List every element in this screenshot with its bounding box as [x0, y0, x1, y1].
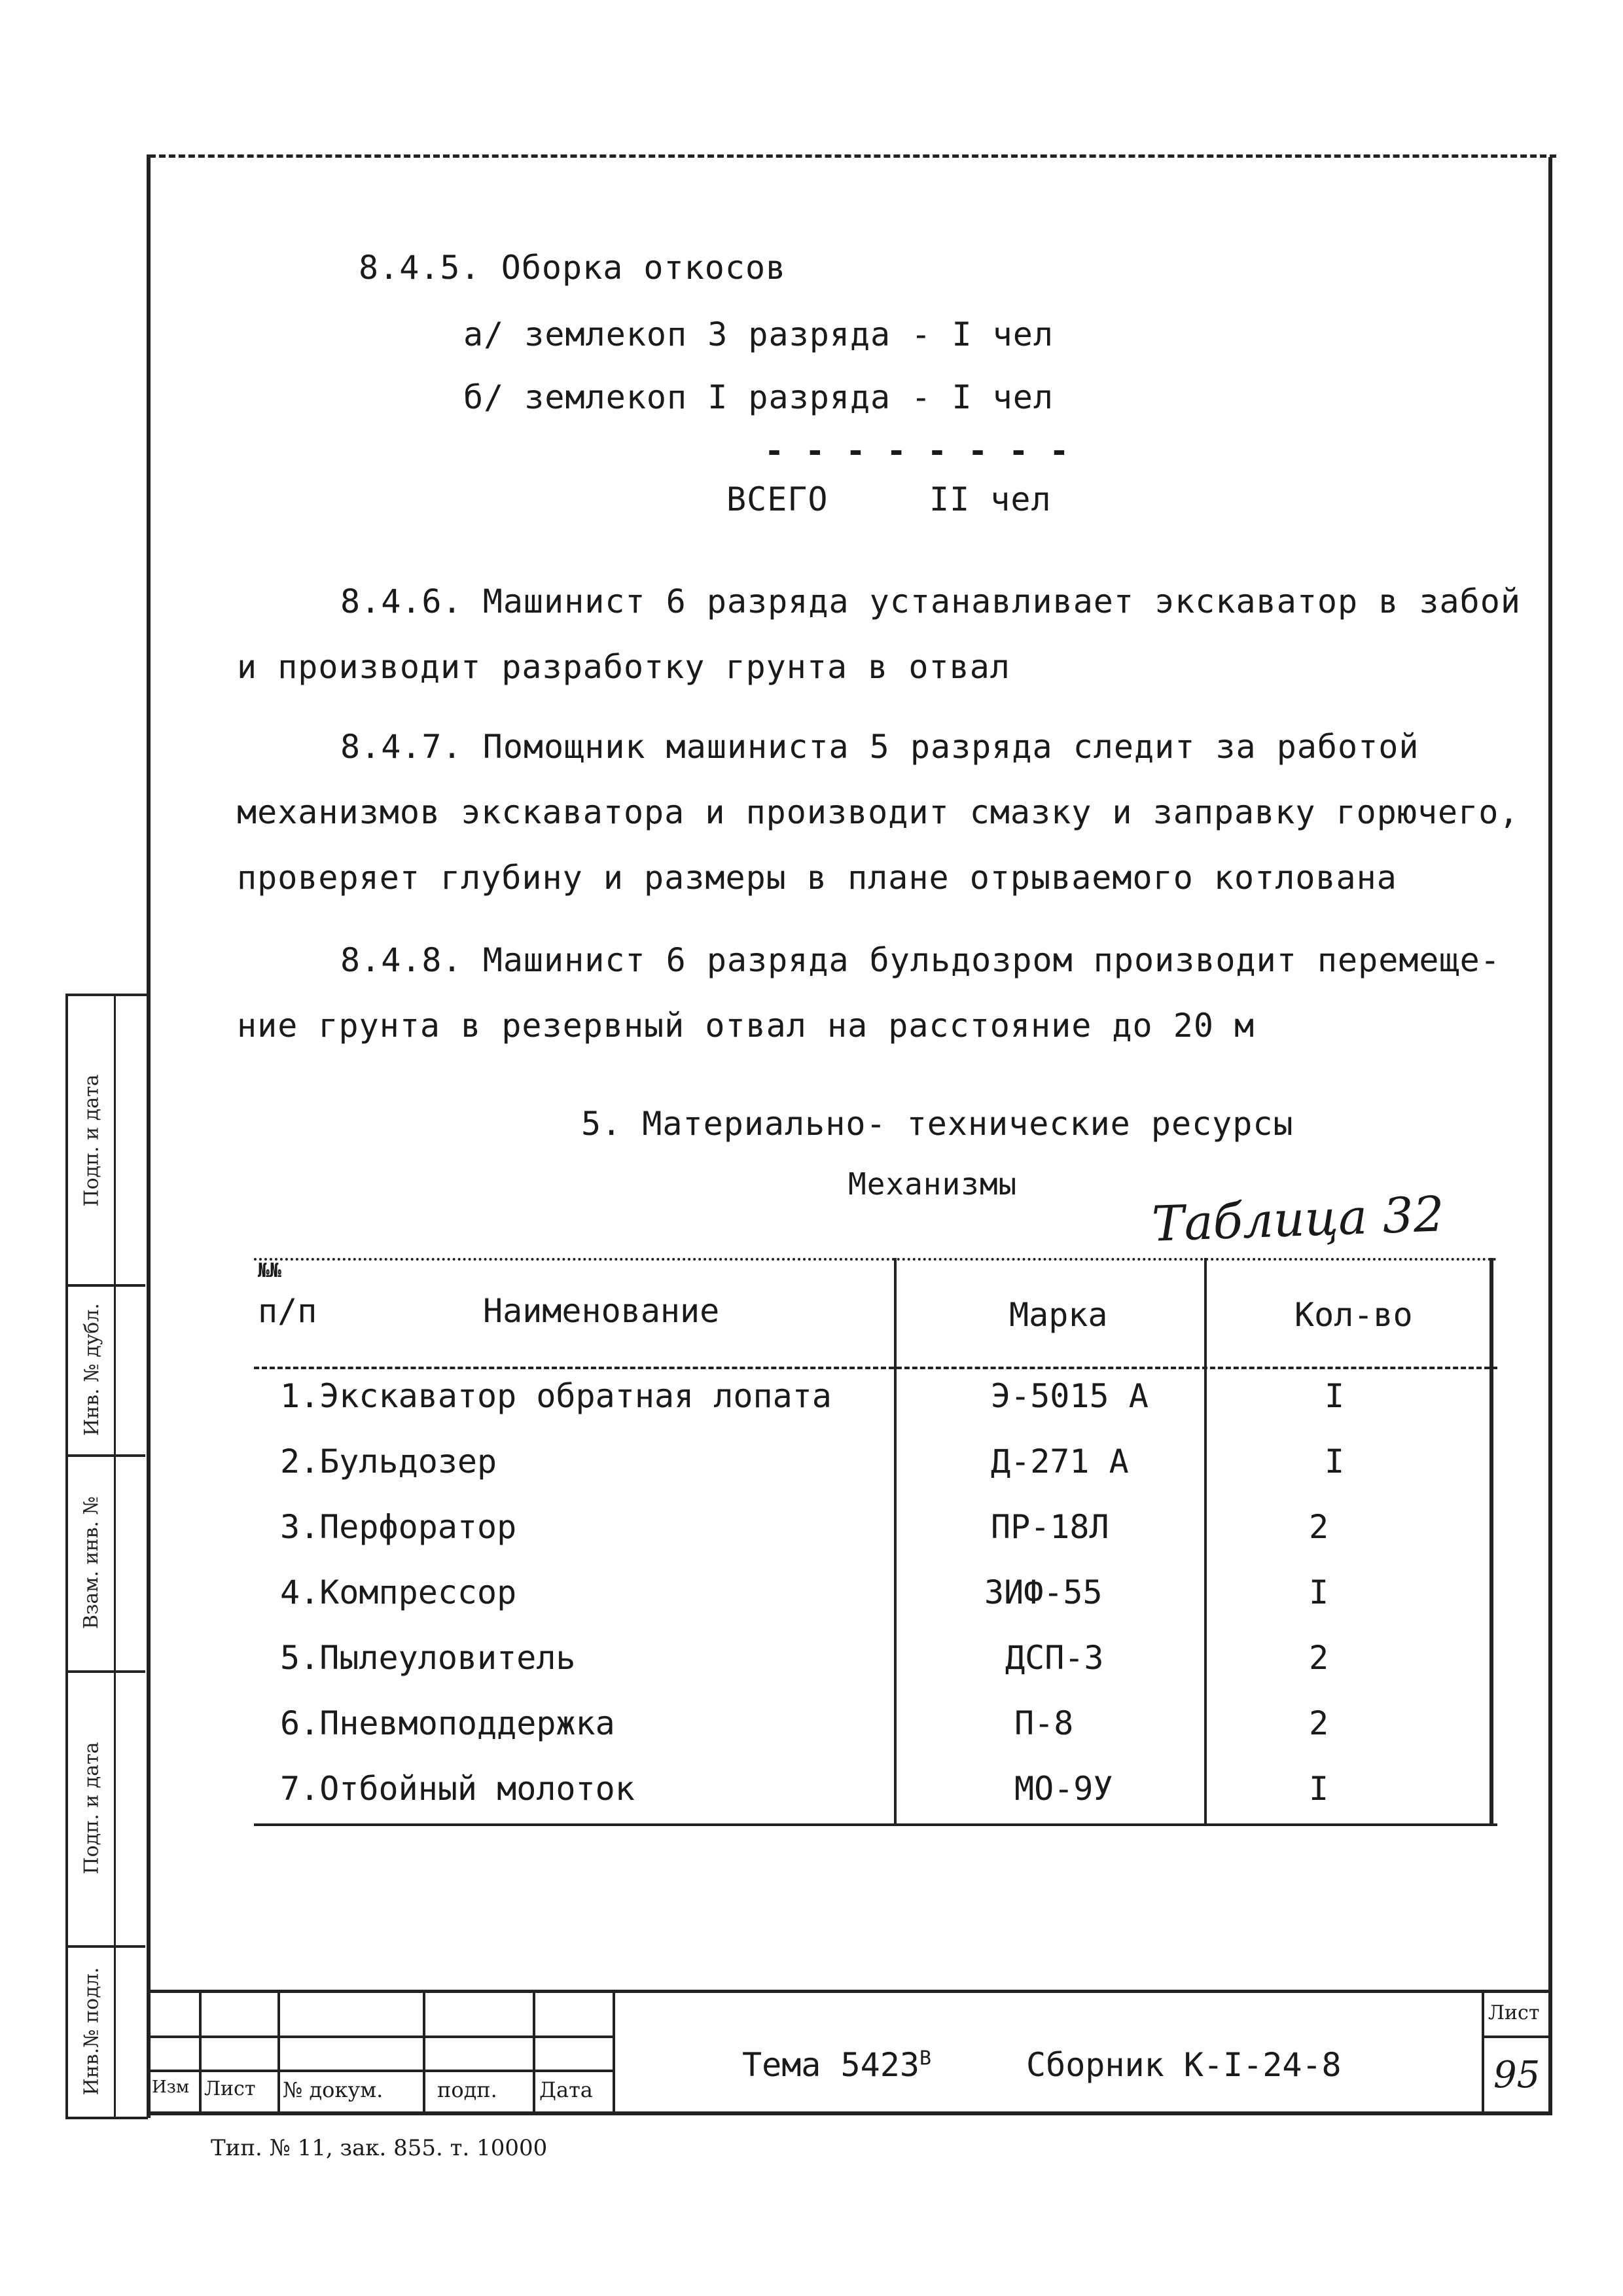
para-847-line-2: механизмов экскаватора и производит смазку и заправку горючего,: [237, 793, 1520, 831]
table-row-3-name: 3.Перфоратор: [280, 1508, 517, 1546]
table-row-6-brand: П-8: [1014, 1704, 1074, 1742]
title-block-row-line-1: [149, 2036, 613, 2038]
table-row-5-name: 5.Пылеуловитель: [280, 1639, 576, 1677]
table-row-1-qty: I: [1325, 1377, 1345, 1415]
section-845-line-b: б/ землекоп I разряда - I чел: [463, 378, 1054, 416]
para-846-line-1: 8.4.6. Машинист 6 разряда устанавливает экскаватор в забой: [340, 583, 1521, 620]
title-block-col-1: [199, 1990, 202, 2113]
table-top-border: [254, 1258, 1497, 1261]
table-row-7-brand: МО-9У: [1014, 1770, 1113, 1808]
table-row-2-name: 2.Бульдозер: [280, 1443, 497, 1480]
table-row-4-brand: ЗИФ-55: [984, 1573, 1103, 1611]
printer-info: Тип. № 11, зак. 855. т. 10000: [211, 2135, 548, 2161]
title-block-col-3: [423, 1990, 425, 2113]
header-name: Наименование: [483, 1292, 720, 1330]
para-848-line-1: 8.4.8. Машинист 6 разряда бульдозром производит перемеще-: [340, 941, 1501, 979]
tb-label-podp: подп.: [437, 2077, 497, 2102]
title-block-col-2: [277, 1990, 280, 2113]
margin-approval-stamp: [65, 994, 148, 2119]
title-block-top-line: [149, 1990, 1551, 1993]
frame-right-border: [1548, 157, 1552, 2114]
table-row-2-brand: Д-271 А: [991, 1443, 1129, 1480]
table-right-border: [1489, 1258, 1493, 1825]
stamp-label-sign-date-2: Подп. и дата: [80, 1741, 103, 1874]
stamp-label-dup-inv: Инв. № дубл.: [80, 1302, 103, 1436]
table-row-7-qty: I: [1309, 1770, 1329, 1808]
tb-label-list: Лист: [204, 2077, 256, 2100]
collection-code: Сборник К-I-24-8: [1026, 2046, 1342, 2084]
title-block-col-5: [613, 1990, 615, 2113]
section-845-line-a: а/ землекоп 3 разряда - I чел: [463, 315, 1054, 353]
table-row-5-qty: 2: [1309, 1639, 1329, 1677]
header-brand: Марка: [1009, 1296, 1108, 1334]
tb-label-data: Дата: [539, 2077, 593, 2102]
title-block-col-4: [533, 1990, 535, 2113]
sheet-number-handwritten: 95: [1493, 2054, 1541, 2096]
table-row-6-name: 6.Пневмоподдержка: [280, 1704, 615, 1742]
table-bottom-border: [254, 1823, 1497, 1826]
resources-section-title: 5. Материально- технические ресурсы: [581, 1105, 1294, 1143]
topic-label: Тема 5423: [742, 2046, 919, 2084]
table-number-handwritten: Таблица 32: [1150, 1186, 1446, 1253]
frame-top-border: [149, 154, 1556, 158]
total-label: ВСЕГО: [726, 480, 829, 518]
title-block: [149, 1990, 1551, 2113]
table-row-2-qty: I: [1325, 1443, 1345, 1480]
header-num-bottom: п/п: [258, 1292, 317, 1330]
para-848-line-2: ние грунта в резервный отвал на расстояние до 20 м: [237, 1007, 1255, 1045]
table-row-3-brand: ПР-18Л: [991, 1508, 1109, 1546]
total-value: II чел: [929, 480, 1052, 518]
table-row-3-qty: 2: [1309, 1508, 1329, 1546]
title-block-row-line-2: [149, 2070, 613, 2072]
stamp-label-orig-inv: Инв.№ подл.: [80, 1967, 103, 2095]
stamp-label-sign-date-1: Подп. и дата: [80, 1073, 103, 1207]
table-row-7-name: 7.Отбойный молоток: [280, 1770, 635, 1808]
table-header-divider: [254, 1367, 1497, 1369]
table-row-1-name: 1.Экскаватор обратная лопата: [280, 1377, 832, 1415]
sheet-label: Лист: [1488, 2001, 1540, 2024]
topic-number: [742, 2046, 931, 2084]
para-846-line-2: и производит разработку грунта в отвал: [237, 648, 1010, 686]
tb-label-doc: № докум.: [283, 2077, 383, 2102]
mechanisms-table: [254, 1258, 1497, 1833]
title-block-col-6: [1482, 1990, 1484, 2113]
table-row-5-brand: ДСП-3: [1005, 1639, 1104, 1677]
tb-label-izm: Изм: [152, 2077, 190, 2097]
para-847-line-3: проверяет глубину и размеры в плане отрываемого котлована: [237, 859, 1397, 897]
sheet-cell-divider: [1482, 2036, 1551, 2038]
table-col-divider-1: [894, 1258, 897, 1825]
table-row-4-name: 4.Компрессор: [280, 1573, 517, 1611]
table-col-divider-2: [1204, 1258, 1207, 1825]
topic-superscript: В: [919, 2047, 931, 2070]
para-847-line-1: 8.4.7. Помощник машиниста 5 разряда следит за работой: [340, 728, 1419, 766]
stamp-label-replace-inv: Взам. инв. №: [80, 1496, 103, 1629]
section-845-heading: 8.4.5. Оборка откосов: [359, 249, 787, 287]
table-row-6-qty: 2: [1309, 1704, 1329, 1742]
table-row-1-brand: Э-5015 А: [991, 1377, 1149, 1415]
table-row-4-qty: I: [1309, 1573, 1329, 1611]
header-qty: Кол-во: [1294, 1296, 1413, 1334]
section-845-dashes: - - - - - - - -: [764, 432, 1070, 470]
resources-subtitle: Механизмы: [848, 1166, 1018, 1202]
header-num-top: №№: [258, 1259, 282, 1282]
